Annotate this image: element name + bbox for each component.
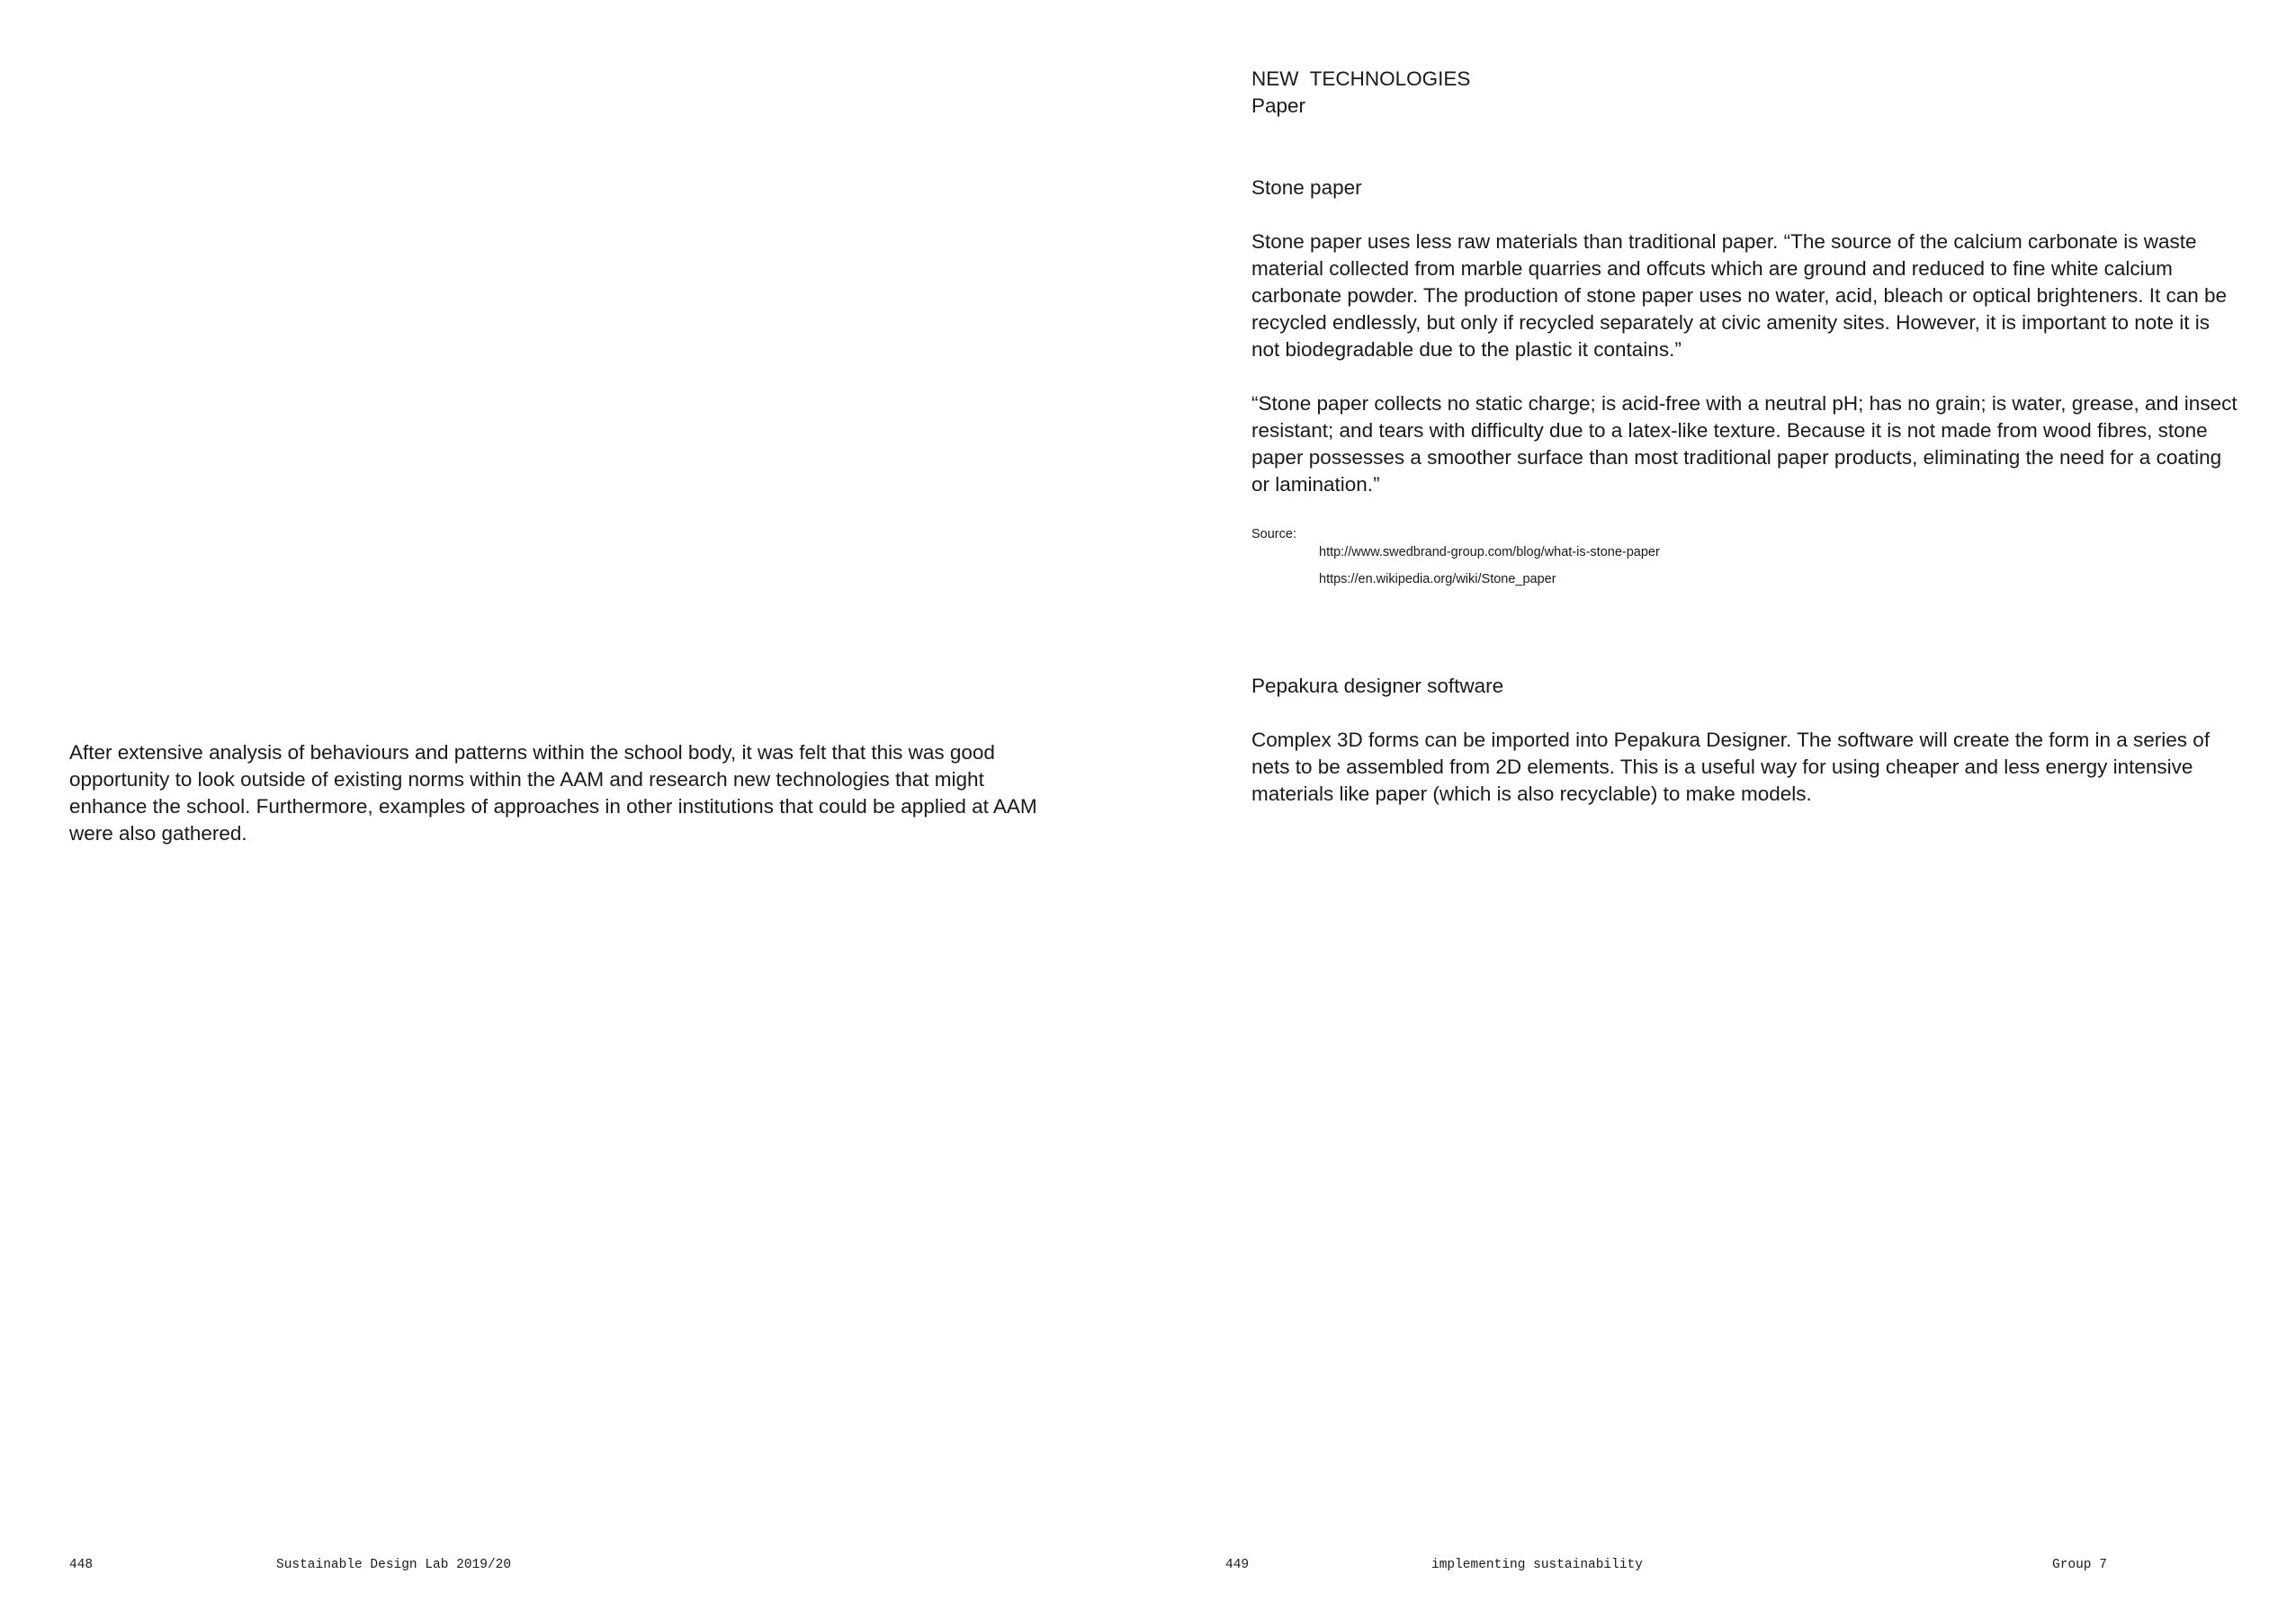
stone-paper-paragraph-2: “Stone paper collects no static charge; is acid-free with a neutral pH; has no grain; is water, grease, and insect resistant; and tears with difficulty due to a latex-like texture. Because it is not made from wood fibres, stone paper possesses a smoother surface than most traditional paper products, eliminating the need for a coating or lamination.”	[1251, 392, 2238, 496]
stone-paper-title: Stone paper	[1251, 176, 1362, 199]
right-footer-group: Group 7	[2052, 1558, 2107, 1572]
section-label	[1251, 66, 1791, 120]
intro-paragraph: After extensive analysis of behaviours and patterns within the school body, it was felt that this was good opportunity to look outside of existing norms within the AAM and research new technologies that might enhance the school. Furthermore, examples of approaches in other institutions that could be applied at AAM were also gathered.	[69, 741, 1037, 845]
right-footer-title: implementing sustainability	[1431, 1558, 1643, 1572]
right-page-number: 449	[1225, 1558, 1250, 1572]
left-page-number: 448	[69, 1558, 94, 1572]
left-footer-title: Sustainable Design Lab 2019/20	[276, 1558, 512, 1572]
source-link-wikipedia[interactable]: https://en.wikipedia.org/wiki/Stone_paper	[1319, 572, 1556, 586]
source-link-swedbrand[interactable]: http://www.swedbrand-group.com/blog/what-is-stone-paper	[1319, 545, 1660, 559]
section-heading: NEW TECHNOLOGIES	[1251, 67, 1471, 90]
section-subheading: Paper	[1251, 94, 1306, 117]
pepakura-title: Pepakura designer software	[1251, 675, 1504, 697]
stone-paper-paragraph-1: Stone paper uses less raw materials than traditional paper. “The source of the calcium carbonate is waste material collected from marble quarries and offcuts which are ground and reduced to fine white calcium carbonate powder. The production of stone paper uses no water, acid, bleach or optical brighteners. It can be recycled endlessly, but only if recycled separately at civic amenity sites. However, it is important to note it is not biodegradable due to the plastic it contains.”	[1251, 230, 2228, 361]
source-label: Source:	[1251, 527, 1296, 541]
pepakura-paragraph: Complex 3D forms can be imported into Pepakura Designer. The software will create the form in a series of nets to be assembled from 2D elements. This is a useful way for using cheaper and less energy intensive materials like paper (which is also recyclable) to make models.	[1251, 729, 2211, 805]
